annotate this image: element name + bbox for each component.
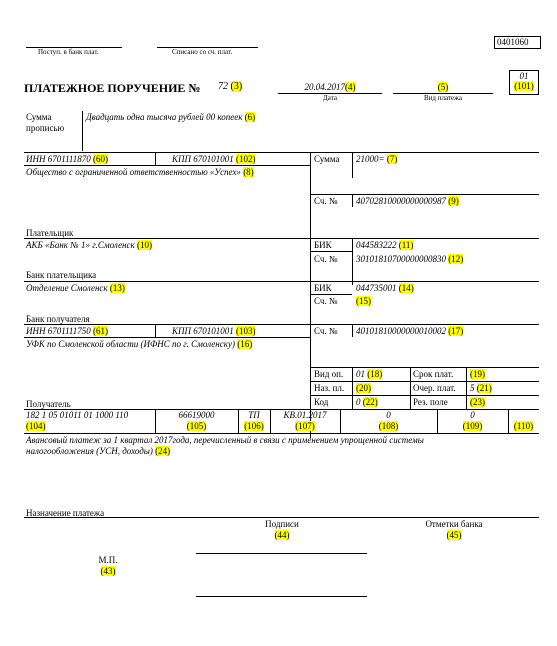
stamp-label: М.П. [98,555,118,565]
amount-words-label-1: Сумма [26,112,52,122]
payer-bank-label: Банк плательщика [26,270,97,280]
payer-bik-label: БИК [314,240,332,250]
op-type: 01 (18) [356,369,383,379]
payer-kpp: КПП 670101001 (102) [172,154,256,164]
payer-inn: ИНН 6701111870 (60) [26,154,108,164]
debited-label: Списано со сч. плат. [172,48,233,56]
doc-number-value: 0 [386,410,391,420]
date-caption: Дата [323,94,337,102]
purpose-code: (20) [356,383,371,393]
order-number: 72 (3) [218,81,243,92]
payee-bank-name: Отделение Смоленск (13) [26,283,125,293]
code-value: 0 (22) [356,397,378,407]
doc-date-value: 0 [470,410,475,420]
extra-tag: (110) [513,421,534,431]
op-type-label: Вид оп. [314,369,344,379]
order-date: 20.04.2017(4) [304,82,356,92]
signature-line-1 [196,553,367,554]
purpose-code-label: Наз. пл. [314,383,345,393]
basis-value: ТП [248,410,260,420]
term-label: Срок плат. [413,369,454,379]
kbk-value: 182 1 05 01011 01 1000 110 [26,410,129,420]
term-value: (19) [470,369,485,379]
period-tag: (107) [295,421,315,431]
amount-words-value: Двадцать одна тысяча рублей 00 копеек (6) [86,112,256,122]
purpose-label: Назначение платежа [26,508,105,518]
purpose-line-2: налогообложения (УСН, доходы) (24) [26,446,171,456]
signature-line-2 [196,596,367,597]
payee-corr-label: Сч. № [314,296,338,306]
doc-date-tag: (109) [462,421,483,431]
period-value: КВ.01.2017 [283,410,327,420]
priority-label: Очер. плат. [413,383,456,393]
stamp-tag: (43) [100,566,116,576]
sum-value: 21000= (7) [356,154,398,164]
form-code: 0401060 [497,37,529,47]
payee-bik: 044735001 (14) [356,283,414,293]
payee-bik-label: БИК [314,283,332,293]
status-value: 01 [519,71,529,81]
payer-label: Плательщик [26,228,74,238]
payer-bik: 044583222 (11) [356,240,414,250]
payment-type: (5) [437,82,449,92]
payee-account-label: Сч. № [314,326,338,336]
priority-value: 5 (21) [470,383,492,393]
payer-account-label: Сч. № [314,196,338,206]
payee-label: Получатель [26,399,71,409]
amount-words-label-2: прописью [26,123,65,133]
doc-number-tag: (108) [378,421,399,431]
payee-kpp: КПП 670101001 (103) [172,326,256,336]
payer-account: 40702810000000000987 (9) [356,196,459,206]
bank-marks-label: Отметки банка [425,519,483,529]
payee-bank-label: Банк получателя [26,314,90,324]
oktmo-value: 66619000 [178,410,215,420]
payer-name: Общество с ограниченной ответственностью «Успех» (8) [26,167,254,177]
bank-marks-tag: (45) [446,530,462,540]
code-label: Код [314,397,329,407]
signatures-tag: (44) [274,530,290,540]
reserve-value: (23) [470,397,485,407]
kbk-tag: (104) [26,421,46,431]
basis-tag: (106) [244,421,264,431]
payee-account: 40101810000000010002 (17) [356,326,464,336]
oktmo-tag: (105) [186,421,207,431]
status-tag: (101) [514,81,534,91]
payer-corr: 30101810700000000830 (12) [356,254,464,264]
purpose-line-1: Авансовый платеж за 1 квартал 2017года, перечисленный в связи с применением упрощенной системы [26,435,424,445]
page-title: ПЛАТЕЖНОЕ ПОРУЧЕНИЕ № [24,81,201,95]
payee-name: УФК по Смоленской области (ИФНС по г. Смоленску) (16) [26,339,253,349]
payee-inn: ИНН 6701111750 (61) [26,326,108,336]
received-label: Поступ. в банк плат. [38,48,99,56]
reserve-label: Рез. поле [413,397,448,407]
sum-label: Сумма [314,154,340,164]
payee-corr: (15) [356,296,371,306]
payment-type-caption: Вид платежа [423,94,462,102]
payer-corr-label: Сч. № [314,254,338,264]
payer-bank-name: АКБ «Банк № 1» г.Смоленск (10) [26,240,152,250]
signatures-label: Подписи [265,519,299,529]
